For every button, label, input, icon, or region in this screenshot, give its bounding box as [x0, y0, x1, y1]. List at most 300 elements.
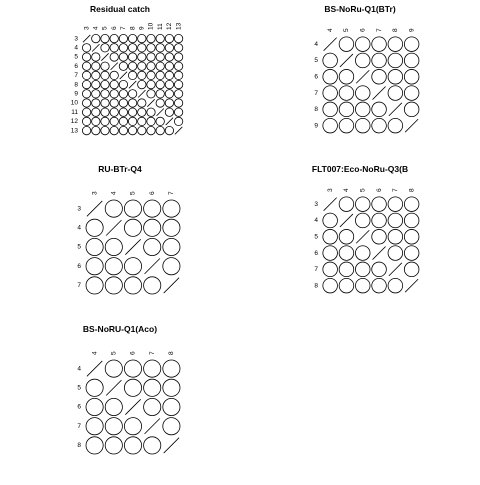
correlation-circle: [339, 69, 354, 84]
column-label: 12: [166, 22, 174, 30]
correlation-circle: [372, 197, 387, 212]
diagonal-slash: [340, 214, 353, 227]
correlation-circle: [92, 62, 100, 70]
correlation-circle: [128, 108, 136, 116]
correlation-circle: [174, 108, 182, 116]
correlation-circle: [105, 200, 122, 217]
correlation-circle: [124, 379, 141, 396]
row-label: 4: [314, 40, 318, 48]
diagonal-slash: [92, 44, 99, 51]
correlation-circle: [165, 34, 173, 42]
diagonal-slash: [87, 361, 102, 376]
correlation-circle: [323, 86, 338, 101]
correlation-circle: [174, 62, 182, 70]
correlation-circle: [110, 126, 118, 134]
row-label: 8: [77, 442, 81, 450]
correlation-circle: [92, 80, 100, 88]
correlation-circle: [388, 213, 403, 228]
correlation-circle: [101, 126, 109, 134]
correlation-circle: [174, 99, 182, 107]
correlation-circle: [404, 69, 419, 84]
column-label: 7: [120, 26, 128, 30]
diagonal-slash: [166, 118, 173, 125]
column-label: 9: [408, 28, 416, 32]
column-label: 6: [129, 351, 137, 355]
row-label: 5: [74, 53, 78, 61]
diagonal-slash: [373, 247, 386, 260]
diagonal-slash: [120, 72, 127, 79]
correlation-circle: [138, 126, 146, 134]
correlation-circle: [355, 118, 370, 133]
correlation-circle: [144, 360, 161, 377]
column-label: 4: [110, 191, 118, 195]
correlation-circle: [404, 37, 419, 52]
panel-flt007-eco-norw-q3: [312, 164, 419, 293]
column-label: 5: [359, 188, 367, 192]
correlation-circle: [128, 71, 136, 79]
diagonal-slash: [111, 63, 118, 70]
correlation-circle: [388, 246, 403, 261]
correlation-circle: [82, 44, 90, 52]
row-label: 6: [74, 62, 78, 70]
correlation-circle: [124, 360, 141, 377]
diagonal-slash: [106, 380, 121, 395]
correlation-circle: [147, 117, 155, 125]
correlation-circle: [82, 53, 90, 61]
column-label: 5: [343, 28, 351, 32]
correlation-circle: [388, 53, 403, 68]
diagonal-slash: [87, 201, 102, 216]
correlation-circle: [101, 44, 109, 52]
correlation-circle: [119, 53, 127, 61]
correlation-circle: [323, 213, 338, 228]
correlation-circle: [144, 379, 161, 396]
column-label: 8: [392, 28, 400, 32]
column-label: 3: [91, 191, 99, 195]
row-label: 7: [77, 422, 81, 430]
column-label: 5: [110, 351, 118, 355]
row-label: 4: [77, 365, 81, 373]
correlation-circle: [404, 246, 419, 261]
correlation-circle: [144, 277, 161, 294]
correlation-circle: [128, 117, 136, 125]
column-label: 4: [326, 28, 334, 32]
correlation-circle: [388, 86, 403, 101]
correlation-circle: [323, 53, 338, 68]
column-label: 5: [101, 26, 109, 30]
correlation-circle: [105, 418, 122, 435]
correlation-circle: [165, 90, 173, 98]
correlation-circle: [147, 90, 155, 98]
correlation-circle: [156, 126, 164, 134]
correlation-circle: [163, 360, 180, 377]
diagonal-slash: [389, 263, 402, 276]
column-label: 5: [129, 191, 137, 195]
correlation-circle: [128, 99, 136, 107]
column-label: 13: [175, 22, 183, 30]
row-label: 6: [77, 262, 81, 270]
correlation-circle: [372, 229, 387, 244]
column-label: 8: [408, 188, 416, 192]
correlation-circle: [323, 118, 338, 133]
correlation-circle: [323, 246, 338, 261]
correlation-circle: [147, 126, 155, 134]
correlation-circle: [372, 102, 387, 117]
row-label: 5: [77, 384, 81, 392]
correlation-circle: [165, 80, 173, 88]
correlation-circle: [174, 90, 182, 98]
correlation-circle: [163, 418, 180, 435]
column-label: 7: [168, 191, 176, 195]
diagonal-slash: [356, 230, 369, 243]
correlation-circle: [101, 117, 109, 125]
row-label: 7: [74, 72, 78, 80]
column-label: 6: [148, 191, 156, 195]
correlation-circle: [119, 80, 127, 88]
correlation-circle: [119, 34, 127, 42]
diagonal-slash: [324, 38, 337, 51]
correlation-circle: [138, 53, 146, 61]
correlation-circle: [86, 398, 103, 415]
correlation-circle: [163, 398, 180, 415]
column-label: 6: [359, 28, 367, 32]
correlation-circle: [156, 34, 164, 42]
correlation-circle: [147, 53, 155, 61]
diagonal-slash: [405, 279, 418, 292]
correlation-circle: [144, 437, 161, 454]
correlation-circle: [92, 126, 100, 134]
correlation-circle: [404, 102, 419, 117]
correlation-circle: [138, 117, 146, 125]
correlation-circle: [147, 44, 155, 52]
correlation-circle: [138, 44, 146, 52]
correlation-circle: [147, 62, 155, 70]
diagonal-slash: [340, 54, 353, 67]
correlation-circle: [144, 219, 161, 236]
row-label: 12: [70, 118, 78, 126]
panel-title: FLT007:Eco-NoRu-Q3(B: [311, 164, 409, 174]
row-label: 8: [74, 81, 78, 89]
correlation-circle: [323, 262, 338, 277]
diagonal-slash: [101, 53, 108, 60]
correlation-circle: [124, 437, 141, 454]
row-label: 4: [77, 224, 81, 232]
correlation-circle: [110, 90, 118, 98]
column-label: 4: [92, 26, 100, 30]
panel-bs-norw-q1-aco: [77, 324, 180, 454]
column-label: 10: [147, 22, 155, 30]
correlation-circle: [138, 108, 146, 116]
correlation-circle: [86, 418, 103, 435]
correlation-circle: [339, 86, 354, 101]
correlation-circle: [105, 238, 122, 255]
correlation-circle: [128, 44, 136, 52]
correlation-circle: [174, 80, 182, 88]
correlation-circle: [138, 71, 146, 79]
correlation-circle: [174, 53, 182, 61]
row-label: 9: [74, 90, 78, 98]
correlation-circle: [323, 278, 338, 293]
correlation-circle: [165, 126, 173, 134]
correlation-circle: [147, 71, 155, 79]
column-label: 9: [138, 26, 146, 30]
correlation-circle: [404, 86, 419, 101]
correlation-circle: [339, 246, 354, 261]
correlation-circle: [138, 99, 146, 107]
diagonal-slash: [389, 103, 402, 116]
correlation-circle: [404, 197, 419, 212]
correlation-circle: [82, 117, 90, 125]
correlation-circle: [388, 197, 403, 212]
correlation-circle: [355, 278, 370, 293]
row-label: 4: [74, 44, 78, 52]
correlation-circle: [119, 90, 127, 98]
correlation-circle: [124, 200, 141, 217]
diagonal-slash: [164, 438, 179, 453]
correlation-circle: [163, 219, 180, 236]
diagonal-slash: [324, 198, 337, 211]
correlation-circle: [355, 197, 370, 212]
correlation-circle: [101, 34, 109, 42]
correlation-circle: [92, 99, 100, 107]
correlation-circle: [82, 62, 90, 70]
correlation-circle: [372, 69, 387, 84]
correlation-circle: [105, 398, 122, 415]
correlation-circle: [92, 53, 100, 61]
correlation-circle: [124, 418, 141, 435]
correlation-circle: [165, 108, 173, 116]
correlation-circle: [163, 379, 180, 396]
row-label: 3: [77, 205, 81, 213]
correlation-circle: [82, 126, 90, 134]
correlation-circle: [323, 229, 338, 244]
row-label: 3: [314, 200, 318, 208]
correlation-circle: [323, 69, 338, 84]
diagonal-slash: [125, 239, 140, 254]
correlation-circle: [105, 277, 122, 294]
row-label: 6: [314, 73, 318, 81]
correlation-circle: [147, 80, 155, 88]
correlation-circle: [138, 80, 146, 88]
correlation-circle: [355, 246, 370, 261]
row-label: 7: [314, 266, 318, 274]
correlation-circle: [101, 108, 109, 116]
column-label: 8: [168, 351, 176, 355]
correlation-circle: [355, 262, 370, 277]
column-label: 7: [392, 188, 400, 192]
correlation-circle: [101, 99, 109, 107]
diagonal-slash: [129, 81, 136, 88]
correlation-circle: [119, 44, 127, 52]
correlation-circle: [339, 37, 354, 52]
column-label: 4: [91, 351, 99, 355]
diagonal-slash: [356, 70, 369, 83]
row-label: 9: [314, 122, 318, 130]
correlation-circle: [110, 71, 118, 79]
correlation-circle: [101, 62, 109, 70]
correlation-circle: [323, 102, 338, 117]
correlation-circle: [92, 34, 100, 42]
correlation-circle: [372, 278, 387, 293]
row-label: 11: [71, 108, 78, 116]
correlation-circle: [372, 53, 387, 68]
correlation-circle: [165, 99, 173, 107]
correlation-circle: [110, 53, 118, 61]
correlation-circle: [156, 80, 164, 88]
correlation-circle: [165, 53, 173, 61]
correlation-circle: [101, 71, 109, 79]
diagonal-slash: [373, 87, 386, 100]
correlation-circle: [128, 90, 136, 98]
correlation-circle: [86, 219, 103, 236]
row-label: 3: [74, 35, 78, 43]
correlation-circle: [144, 200, 161, 217]
panel-title: BS-NoRu-Q1(BTr): [324, 4, 396, 14]
column-label: 11: [156, 23, 164, 30]
correlation-circle: [404, 229, 419, 244]
correlation-circle: [339, 229, 354, 244]
correlation-circle: [110, 34, 118, 42]
correlation-circle: [119, 126, 127, 134]
correlation-circle: [82, 71, 90, 79]
correlation-circle: [163, 258, 180, 275]
correlation-circle: [163, 200, 180, 217]
correlation-circle: [128, 62, 136, 70]
correlation-circle: [174, 44, 182, 52]
correlation-circle: [388, 69, 403, 84]
diagonal-slash: [175, 127, 182, 134]
correlation-circle: [110, 80, 118, 88]
diagonal-slash: [164, 278, 179, 293]
correlation-circle: [156, 44, 164, 52]
correlation-circle: [82, 108, 90, 116]
panel-bs-norw-q1-btr: [314, 4, 419, 133]
correlation-circle: [163, 238, 180, 255]
correlation-circle: [138, 62, 146, 70]
correlation-circle: [156, 53, 164, 61]
correlation-circle: [92, 117, 100, 125]
correlation-circle: [110, 117, 118, 125]
correlation-circle: [82, 80, 90, 88]
panel-residual-catch: [71, 4, 183, 135]
correlation-circle: [147, 34, 155, 42]
row-label: 8: [314, 106, 318, 114]
row-label: 10: [70, 99, 78, 107]
correlation-circle: [372, 213, 387, 228]
column-label: 3: [83, 26, 91, 30]
row-label: 5: [314, 57, 318, 65]
row-label: 13: [70, 127, 78, 135]
correlation-circle: [110, 108, 118, 116]
row-label: 6: [314, 249, 318, 257]
diagonal-slash: [147, 99, 154, 106]
correlation-circle: [165, 44, 173, 52]
correlation-circle: [110, 44, 118, 52]
column-label: 8: [129, 26, 137, 30]
column-label: 6: [110, 26, 118, 30]
panel-title: BS-NoRU-Q1(Aco): [82, 324, 158, 334]
correlation-circle: [124, 219, 141, 236]
correlation-circle: [86, 277, 103, 294]
correlation-circle: [92, 71, 100, 79]
correlation-circle: [119, 108, 127, 116]
correlation-circle: [355, 86, 370, 101]
correlation-circle: [110, 99, 118, 107]
correlation-circle: [128, 34, 136, 42]
correlation-circle: [174, 71, 182, 79]
correlation-circle: [86, 258, 103, 275]
correlation-circle: [119, 99, 127, 107]
correlation-circle: [372, 118, 387, 133]
correlation-circle: [355, 53, 370, 68]
correlation-circle: [156, 71, 164, 79]
correlation-circle: [86, 437, 103, 454]
correlation-circle: [128, 126, 136, 134]
correlation-circle: [119, 62, 127, 70]
correlation-circle: [339, 278, 354, 293]
row-label: 5: [314, 233, 318, 241]
diagonal-slash: [145, 259, 160, 274]
correlation-circle: [174, 117, 182, 125]
correlation-circle: [86, 238, 103, 255]
diagonal-slash: [125, 399, 140, 414]
correlation-circle: [124, 258, 141, 275]
correlation-circle: [404, 262, 419, 277]
correlation-circle: [174, 34, 182, 42]
correlation-circle: [101, 80, 109, 88]
correlation-circle: [165, 71, 173, 79]
diagonal-slash: [138, 90, 145, 97]
correlation-circle: [156, 99, 164, 107]
correlation-circle: [128, 53, 136, 61]
correlation-circle: [119, 117, 127, 125]
correlation-circle: [105, 437, 122, 454]
correlation-circle: [372, 262, 387, 277]
correlation-circle: [355, 37, 370, 52]
correlation-circle: [156, 117, 164, 125]
correlation-circle: [388, 229, 403, 244]
correlation-circle: [355, 102, 370, 117]
correlation-circle: [372, 37, 387, 52]
panel-ru-btr-q4: [77, 164, 180, 294]
correlation-circle: [105, 360, 122, 377]
correlation-circle: [339, 197, 354, 212]
row-label: 6: [77, 403, 81, 411]
column-label: 7: [375, 28, 383, 32]
correlation-circle: [82, 99, 90, 107]
diagonal-slash: [145, 419, 160, 434]
correlation-circle: [92, 90, 100, 98]
column-label: 6: [375, 188, 383, 192]
correlation-circle: [156, 62, 164, 70]
correlation-circle: [339, 102, 354, 117]
correlation-circle: [138, 34, 146, 42]
correlation-circle: [86, 379, 103, 396]
row-label: 5: [77, 243, 81, 251]
correlation-circle: [404, 213, 419, 228]
row-label: 8: [314, 282, 318, 290]
correlation-circle: [82, 90, 90, 98]
diagonal-slash: [106, 220, 121, 235]
correlation-circle: [92, 108, 100, 116]
correlation-circle: [101, 90, 109, 98]
diagonal-slash: [157, 109, 164, 116]
correlation-circle: [339, 262, 354, 277]
correlation-circle: [147, 108, 155, 116]
correlation-circle: [339, 118, 354, 133]
correlation-circle: [388, 37, 403, 52]
correlation-circle: [388, 278, 403, 293]
